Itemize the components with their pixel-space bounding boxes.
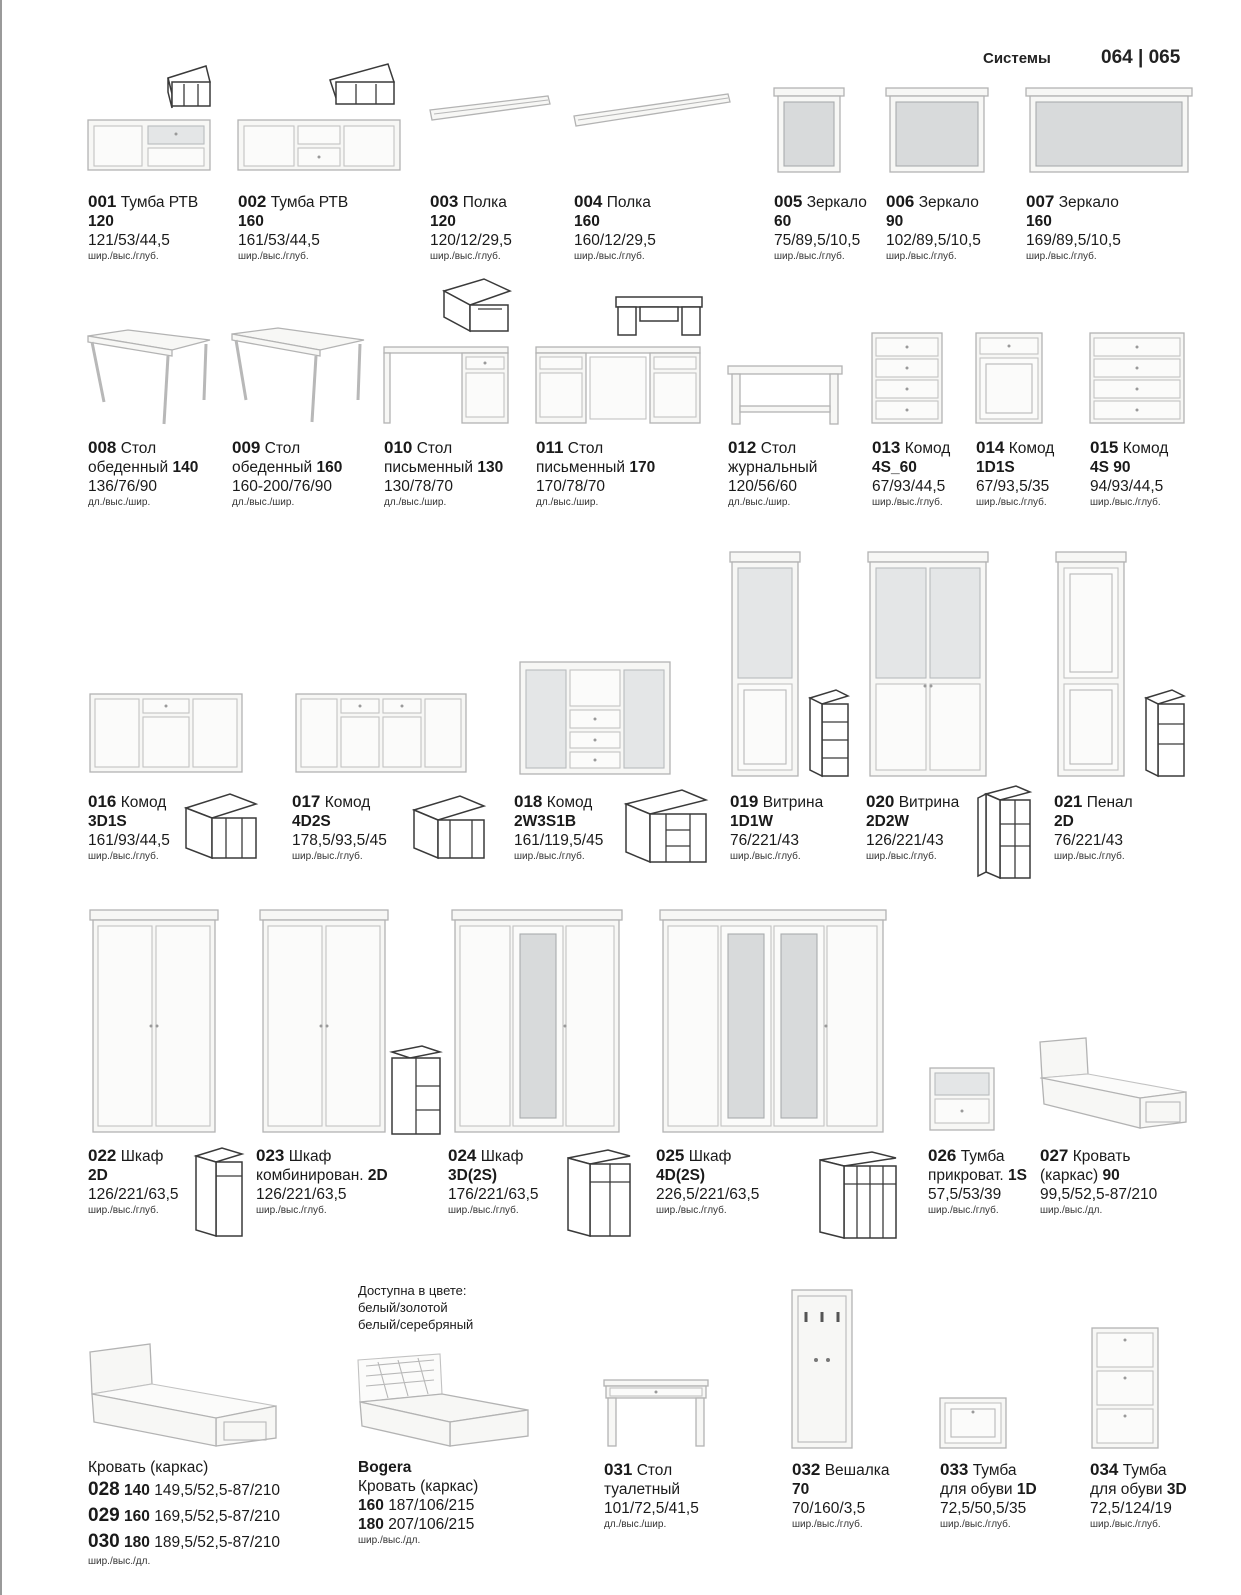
chest-4d2s-open-sketch [414,782,486,864]
vitrine-2d2w-open-sketch [978,784,1036,882]
item-025-label: 025 Шкаф 4D(2S) 226,5/221/63,5 шир./выс./глуб. [656,1146,760,1216]
item-004-label: 004 Полка 160 160/12/29,5 шир./выс./глуб. [574,192,656,262]
item-014-label: 014 Комод 1D1S 67/93,5/35 шир./выс./глуб. [976,438,1055,508]
item-002-label: 002 Тумба РТВ 160 161/53/44,5 шир./выс./глуб. [238,192,349,262]
item-027-label: 027 Кровать (каркас) 90 99,5/52,5-87/210 шир./выс./дл. [1040,1146,1158,1216]
dressing-table-image [604,1380,712,1450]
wardrobe-2d-image [90,910,220,1136]
pencil-case-2d-open-sketch [1146,688,1186,780]
mirror-160-image [1026,88,1194,174]
item-003-label: 003 Полка 120 120/12/29,5 шир./выс./глуб. [430,192,512,262]
chest-2w3s1b-open-sketch [626,784,708,866]
bed-frame-image [90,1344,280,1448]
chest-3d1s-open-sketch [186,778,258,864]
tv-stand-160-image [238,60,403,175]
chest-1d1s-image [976,333,1046,427]
item-015-label: 015 Комод 4S 90 94/93/44,5 шир./выс./глуб. [1090,438,1169,508]
chest-3d1s-image [90,694,245,778]
wardrobe-4d2s-image [660,910,888,1136]
item-013-label: 013 Комод 4S_60 67/93/44,5 шир./выс./глуб. [872,438,951,508]
item-001-label: 001 Тумба РТВ 120 121/53/44,5 шир./выс./глуб. [88,192,199,262]
bogera-bed-image [358,1354,532,1448]
dining-table-140-image [88,330,213,430]
shelf-160-image [574,92,734,134]
chest-4d2s-image [296,694,471,778]
wardrobe-combined-2d-open-sketch [392,1046,444,1138]
page-numbers: 064 | 065 [1101,47,1181,68]
item-023-label: 023 Шкаф комбинирован. 2D 126/221/63,5 шир./выс./глуб. [256,1146,388,1216]
bogera-label: Bogera Кровать (каркас) 160 187/106/215 180 207/106/215 шир./выс./дл. [358,1459,479,1546]
item-021-label: 021 Пенал 2D 76/221/43 шир./выс./глуб. [1054,792,1133,862]
item-006-label: 006 Зеркало 90 102/89,5/10,5 шир./выс./глуб. [886,192,981,262]
item-034-label: 034 Тумба для обуви 3D 72,5/124/19 шир./выс./глуб. [1090,1460,1187,1530]
item-017-label: 017 Комод 4D2S 178,5/93,5/45 шир./выс./глуб. [292,792,387,862]
dining-table-160-image [232,328,367,428]
item-033-label: 033 Тумба для обуви 1D 72,5/50,5/35 шир./выс./глуб. [940,1460,1037,1530]
vitrine-1d1w-open-sketch [810,688,850,780]
beds-label: Кровать (каркас) 028 140 149,5/52,5-87/210 029 160 169,5/52,5-87/210 030 180 189,5/52,5-87/210 шир./выс./дл. [88,1459,281,1567]
bed-90-image [1040,1038,1190,1132]
mirror-90-image [886,88,990,174]
wardrobe-3d2s-image [452,910,624,1136]
wall-hanger-image [792,1290,856,1452]
chest-2w3s1b-image [520,662,675,778]
desk-130-exploded-sketch [444,279,510,331]
vitrine-1d1w-image [730,552,804,780]
wardrobe-4d2s-open-sketch [820,1150,898,1242]
wardrobe-2d-open-sketch [192,1146,246,1240]
tv-stand-120-image [88,60,213,175]
chest-4s-90-image [1090,333,1186,427]
vitrine-2d2w-image [868,552,992,780]
item-022-label: 022 Шкаф 2D 126/221/63,5 шир./выс./глуб. [88,1146,179,1216]
item-016-label: 016 Комод 3D1S 161/93/44,5 шир./выс./глуб. [88,792,170,862]
item-011-label: 011 Стол письменный 170 170/78/70 дл./выс./шир. [536,438,656,508]
coffee-table-image [728,366,846,428]
desk-170-image [536,295,706,427]
tv-stand-160-exploded-sketch [330,64,394,104]
shelf-120-image [430,94,555,134]
item-031-label: 031 Стол туалетный 101/72,5/41,5 дл./выс./шир. [604,1460,699,1530]
shoe-cabinet-1d-image [940,1398,1010,1452]
bogera-color-note: Доступна в цвете: белый/золотой белый/серебряный [358,1283,474,1332]
chest-4s-60-image [872,333,944,427]
item-026-label: 026 Тумба прикроват. 1S 57,5/53/39 шир./выс./глуб. [928,1146,1028,1216]
page-edge-line [0,0,2,1595]
item-024-label: 024 Шкаф 3D(2S) 176/221/63,5 шир./выс./глуб. [448,1146,539,1216]
item-012-label: 012 Стол журнальный 120/56/60 дл./выс./шир. [728,438,818,508]
pencil-case-2d-image [1056,552,1130,780]
bedside-table-1s-image [930,1068,998,1136]
desk-170-exploded-sketch [616,297,702,335]
wardrobe-3d2s-open-sketch [568,1148,632,1240]
shoe-cabinet-3d-image [1092,1328,1162,1452]
wardrobe-combined-2d-image [260,910,390,1136]
item-007-label: 007 Зеркало 160 169/89,5/10,5 шир./выс./глуб. [1026,192,1121,262]
item-009-label: 009 Стол обеденный 160 160-200/76/90 дл./выс./шир. [232,438,343,508]
item-019-label: 019 Витрина 1D1W 76/221/43 шир./выс./глуб. [730,792,824,862]
item-018-label: 018 Комод 2W3S1B 161/119,5/45 шир./выс./глуб. [514,792,604,862]
item-005-label: 005 Зеркало 60 75/89,5/10,5 шир./выс./глуб. [774,192,867,262]
desk-130-image [384,275,514,427]
section-title: Системы [983,50,1051,67]
item-010-label: 010 Стол письменный 130 130/78/70 дл./выс./шир. [384,438,504,508]
item-008-label: 008 Стол обеденный 140 136/76/90 дл./выс./шир. [88,438,199,508]
tv-stand-120-exploded-sketch [168,66,210,108]
item-032-label: 032 Вешалка 70 70/160/3,5 шир./выс./глуб. [792,1460,890,1530]
mirror-60-image [774,88,846,174]
item-020-label: 020 Витрина 2D2W 126/221/43 шир./выс./глуб. [866,792,960,862]
